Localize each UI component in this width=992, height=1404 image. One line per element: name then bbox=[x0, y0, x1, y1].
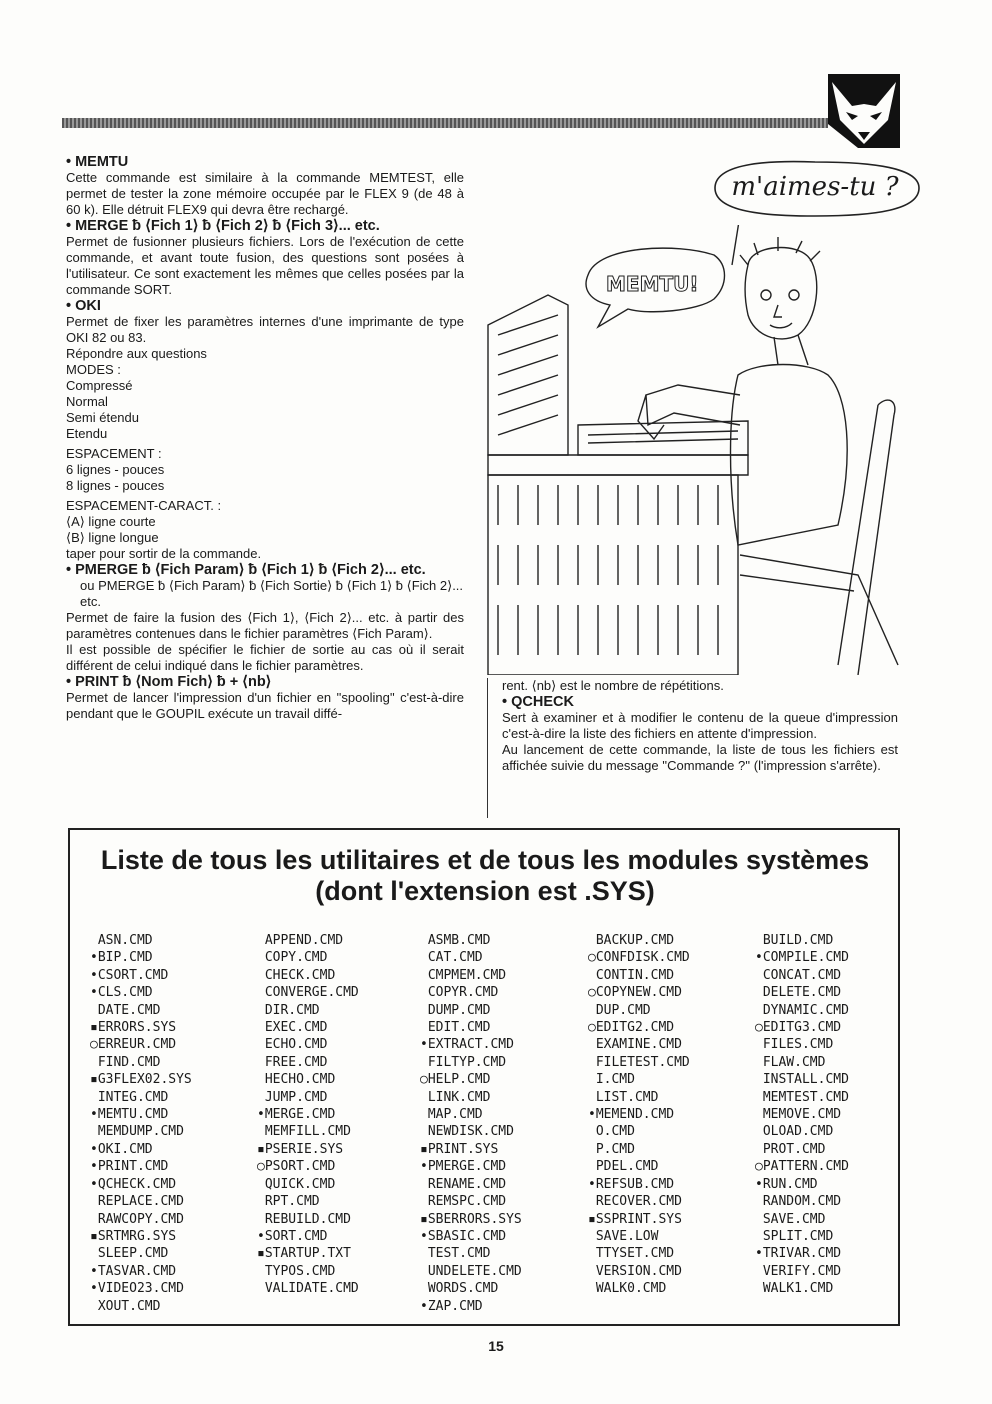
paragraph: 6 lignes - pouces bbox=[66, 462, 165, 477]
utility-entry: ○EDITG3.CMD bbox=[755, 1020, 842, 1036]
utility-entry: FILES.CMD bbox=[755, 1037, 834, 1053]
illustration bbox=[478, 225, 908, 675]
utility-entry: ○HELP.CMD bbox=[420, 1072, 491, 1088]
utility-entry: ○EDITG2.CMD bbox=[588, 1020, 675, 1036]
utility-entry: ○CONFDISK.CMD bbox=[588, 950, 690, 966]
utility-entry: DIR.CMD bbox=[257, 1002, 320, 1018]
utility-entry: DATE.CMD bbox=[90, 1002, 161, 1018]
utilities-title: Liste de tous les utilitaires et de tous les modules systèmes (dont l'extension est .SYS) bbox=[100, 845, 870, 906]
utility-entry: CMPMEM.CMD bbox=[420, 967, 507, 983]
utility-entry: •EXTRACT.CMD bbox=[420, 1037, 514, 1053]
utility-entry: CONVERGE.CMD bbox=[257, 985, 359, 1001]
utility-entry: DYNAMIC.CMD bbox=[755, 1002, 849, 1018]
utility-entry: •MERGE.CMD bbox=[257, 1107, 336, 1123]
utility-entry: PDEL.CMD bbox=[588, 1159, 659, 1175]
utilities-col-5 bbox=[755, 932, 849, 1298]
paragraph: Répondre aux questions bbox=[66, 346, 207, 361]
utilities-col-4 bbox=[588, 932, 690, 1298]
utility-entry: •TASVAR.CMD bbox=[90, 1263, 177, 1279]
utility-entry: PROT.CMD bbox=[755, 1141, 826, 1157]
utility-entry: COPY.CMD bbox=[257, 950, 328, 966]
paragraph: Semi étendu bbox=[66, 410, 139, 425]
utility-entry: MEMFILL.CMD bbox=[257, 1124, 351, 1140]
utility-entry: O.CMD bbox=[588, 1124, 635, 1140]
utility-entry: ○PSORT.CMD bbox=[257, 1159, 336, 1175]
utility-entry: MEMDUMP.CMD bbox=[90, 1124, 184, 1140]
paragraph: ⟨A⟩ ligne courte bbox=[66, 514, 156, 529]
utility-entry: MAP.CMD bbox=[420, 1107, 483, 1123]
utility-entry: ECHO.CMD bbox=[257, 1037, 328, 1053]
paragraph: taper pour sortir de la commande. bbox=[66, 546, 262, 561]
thought-bubble-text: m'aimes-tu ? bbox=[731, 172, 899, 202]
utility-entry: EXAMINE.CMD bbox=[588, 1037, 682, 1053]
utility-entry: QUICK.CMD bbox=[257, 1176, 336, 1192]
utility-entry: •PRINT.CMD bbox=[90, 1159, 169, 1175]
right-column bbox=[502, 678, 898, 774]
utility-entry: P.CMD bbox=[588, 1141, 635, 1157]
utility-entry: ▪STARTUP.TXT bbox=[257, 1246, 351, 1262]
command-heading: • OKI bbox=[66, 298, 101, 314]
command-heading: • MEMTU bbox=[66, 154, 129, 170]
utility-entry: MEMTEST.CMD bbox=[755, 1089, 849, 1105]
paragraph: Compressé bbox=[66, 378, 133, 393]
utility-entry: SAVE.CMD bbox=[755, 1211, 826, 1227]
utility-entry: COPYR.CMD bbox=[420, 985, 499, 1001]
utility-entry: WALK0.CMD bbox=[588, 1281, 667, 1297]
utility-entry: RANDOM.CMD bbox=[755, 1194, 842, 1210]
utility-entry: CONTIN.CMD bbox=[588, 967, 675, 983]
header-rule bbox=[62, 118, 832, 128]
utility-entry: •BIP.CMD bbox=[90, 950, 153, 966]
paragraph: Etendu bbox=[66, 426, 108, 441]
utility-entry: SAVE.LOW bbox=[588, 1228, 659, 1244]
utility-entry: •SBASIC.CMD bbox=[420, 1228, 507, 1244]
paragraph: Permet de lancer l'impression d'un fichier en ''spooling'' c'est-à-dire pendant que le GOUPIL exécute un travail diffé- bbox=[66, 690, 464, 721]
command-heading: • QCHECK bbox=[502, 694, 574, 710]
utility-entry: LINK.CMD bbox=[420, 1089, 491, 1105]
paragraph: ESPACEMENT : bbox=[66, 446, 162, 461]
utility-entry: •SORT.CMD bbox=[257, 1228, 328, 1244]
utility-entry: ○PATTERN.CMD bbox=[755, 1159, 849, 1175]
utility-entry: FREE.CMD bbox=[257, 1054, 328, 1070]
utility-entry: CAT.CMD bbox=[420, 950, 483, 966]
utility-entry: ○ERREUR.CMD bbox=[90, 1037, 177, 1053]
utility-entry: •PMERGE.CMD bbox=[420, 1159, 507, 1175]
utility-entry: CONCAT.CMD bbox=[755, 967, 842, 983]
utility-entry: •OKI.CMD bbox=[90, 1141, 153, 1157]
utility-entry: OLOAD.CMD bbox=[755, 1124, 834, 1140]
utility-entry: •CLS.CMD bbox=[90, 985, 153, 1001]
utility-entry: WORDS.CMD bbox=[420, 1281, 499, 1297]
utility-entry: RAWCOPY.CMD bbox=[90, 1211, 184, 1227]
utility-entry: •TRIVAR.CMD bbox=[755, 1246, 842, 1262]
utility-entry: ▪SSPRINT.SYS bbox=[588, 1211, 682, 1227]
utility-entry: ▪PSERIE.SYS bbox=[257, 1141, 344, 1157]
utility-entry: RECOVER.CMD bbox=[588, 1194, 682, 1210]
utility-entry: •MEMTU.CMD bbox=[90, 1107, 169, 1123]
utilities-col-3 bbox=[420, 932, 522, 1315]
utility-entry: DELETE.CMD bbox=[755, 985, 842, 1001]
utility-entry: INSTALL.CMD bbox=[755, 1072, 849, 1088]
utility-entry: •RUN.CMD bbox=[755, 1176, 818, 1192]
utility-entry: VERIFY.CMD bbox=[755, 1263, 842, 1279]
utility-entry: CHECK.CMD bbox=[257, 967, 336, 983]
utility-entry: FLAW.CMD bbox=[755, 1054, 826, 1070]
utility-entry: MEMOVE.CMD bbox=[755, 1107, 842, 1123]
utility-entry: •MEMEND.CMD bbox=[588, 1107, 675, 1123]
utility-entry: INTEG.CMD bbox=[90, 1089, 169, 1105]
utility-entry: ○COPYNEW.CMD bbox=[588, 985, 682, 1001]
paragraph: ESPACEMENT-CARACT. : bbox=[66, 498, 222, 513]
utility-entry: REBUILD.CMD bbox=[257, 1211, 351, 1227]
utility-entry: RPT.CMD bbox=[257, 1194, 320, 1210]
paragraph: Permet de faire la fusion des ⟨Fich 1⟩, ⟨Fich 2⟩... etc. à partir des paramètres contenues dans le fichier paramètres ⟨Fich Param⟩. bbox=[66, 610, 464, 641]
utility-entry: HECHO.CMD bbox=[257, 1072, 336, 1088]
utility-entry: JUMP.CMD bbox=[257, 1089, 328, 1105]
paragraph: Sert à examiner et à modifier le contenu de la queue d'impression c'est-à-dire la liste des fichiers en attente d'impression. bbox=[502, 710, 898, 741]
utility-entry: FILETEST.CMD bbox=[588, 1054, 690, 1070]
paragraph: 8 lignes - pouces bbox=[66, 478, 165, 493]
utility-entry: ▪SRTMRG.SYS bbox=[90, 1228, 177, 1244]
utility-entry: VERSION.CMD bbox=[588, 1263, 682, 1279]
utility-entry: VALIDATE.CMD bbox=[257, 1281, 359, 1297]
utility-entry: ASMB.CMD bbox=[420, 933, 491, 948]
utility-entry: REMSPC.CMD bbox=[420, 1194, 507, 1210]
paragraph: Permet de fixer les paramètres internes d'une imprimante de type OKI 82 ou 83. bbox=[66, 314, 464, 345]
utility-entry: ▪ERRORS.SYS bbox=[90, 1020, 177, 1036]
command-heading: • PMERGE ƀ ⟨Fich Param⟩ ƀ ⟨Fich 1⟩ ƀ ⟨Fich 2⟩... etc. bbox=[66, 562, 426, 578]
utility-entry: SLEEP.CMD bbox=[90, 1246, 169, 1262]
utility-entry: TTYSET.CMD bbox=[588, 1246, 675, 1262]
command-heading: • PRINT ƀ ⟨Nom Fich⟩ ƀ + ⟨nb⟩ bbox=[66, 674, 272, 690]
paragraph: ⟨B⟩ ligne longue bbox=[66, 530, 159, 545]
left-column bbox=[66, 154, 464, 722]
utility-entry: •VIDEO23.CMD bbox=[90, 1281, 184, 1297]
utility-entry: APPEND.CMD bbox=[257, 933, 344, 948]
utility-entry: BACKUP.CMD bbox=[588, 933, 675, 948]
utility-entry: •CSORT.CMD bbox=[90, 967, 169, 983]
paragraph: Normal bbox=[66, 394, 108, 409]
utility-entry: ▪G3FLEX02.SYS bbox=[90, 1072, 192, 1088]
speech-bubble-text: MEMTU! bbox=[606, 272, 699, 296]
utility-entry: TYPOS.CMD bbox=[257, 1263, 336, 1279]
paragraph: MODES : bbox=[66, 362, 121, 377]
utility-entry: REPLACE.CMD bbox=[90, 1194, 184, 1210]
utilities-col-2 bbox=[257, 932, 359, 1298]
utility-entry: I.CMD bbox=[588, 1072, 635, 1088]
utility-entry: DUMP.CMD bbox=[420, 1002, 491, 1018]
paragraph: Cette commande est similaire à la commande MEMTEST, elle permet de tester la zone mémoire occupée par le FLEX 9 (de 48 à 60 k). Elle détruit FLEX9 qui devra être rechargé. bbox=[66, 170, 464, 217]
utility-entry: RENAME.CMD bbox=[420, 1176, 507, 1192]
utility-entry: LIST.CMD bbox=[588, 1089, 659, 1105]
column-separator bbox=[487, 678, 488, 818]
utility-entry: EDIT.CMD bbox=[420, 1020, 491, 1036]
utility-entry: ▪PRINT.SYS bbox=[420, 1141, 499, 1157]
utility-entry: WALK1.CMD bbox=[755, 1281, 834, 1297]
utility-entry: DUP.CMD bbox=[588, 1002, 651, 1018]
utility-entry: TEST.CMD bbox=[420, 1246, 491, 1262]
utility-entry: BUILD.CMD bbox=[755, 933, 834, 948]
paragraph: ou PMERGE ƀ ⟨Fich Param⟩ ƀ ⟨Fich Sortie⟩ ƀ ⟨Fich 1⟩ ƀ ⟨Fich 2⟩... etc. bbox=[80, 578, 464, 609]
utility-entry: UNDELETE.CMD bbox=[420, 1263, 522, 1279]
command-heading: • MERGE ƀ ⟨Fich 1⟩ ƀ ⟨Fich 2⟩ ƀ ⟨Fich 3⟩... etc. bbox=[66, 218, 380, 234]
utility-entry: NEWDISK.CMD bbox=[420, 1124, 514, 1140]
utility-entry: •REFSUB.CMD bbox=[588, 1176, 675, 1192]
utility-entry: FIND.CMD bbox=[90, 1054, 161, 1070]
utilities-col-1 bbox=[90, 932, 192, 1315]
utility-entry: ASN.CMD bbox=[90, 933, 153, 948]
utility-entry: ▪SBERRORS.SYS bbox=[420, 1211, 522, 1227]
fox-logo bbox=[828, 74, 900, 148]
utility-entry: XOUT.CMD bbox=[90, 1298, 161, 1314]
page-number: 15 bbox=[488, 1338, 504, 1354]
utility-entry: FILTYP.CMD bbox=[420, 1054, 507, 1070]
utility-entry: EXEC.CMD bbox=[257, 1020, 328, 1036]
utility-entry: •ZAP.CMD bbox=[420, 1298, 483, 1314]
paragraph: rent. ⟨nb⟩ est le nombre de répétitions. bbox=[502, 678, 724, 693]
paragraph: Il est possible de spécifier le fichier de sortie au cas où il serait différent de celui indiqué dans le fichier paramètres. bbox=[66, 642, 464, 673]
utility-entry: •QCHECK.CMD bbox=[90, 1176, 177, 1192]
paragraph: Permet de fusionner plusieurs fichiers. Lors de l'exécution de cette commande, et avant toute fusion, des questions sont posées à l'utilisateur. Ce sont exactement les mêmes que celles posées par la commande SORT. bbox=[66, 234, 464, 297]
utility-entry: •COMPILE.CMD bbox=[755, 950, 849, 966]
paragraph: Au lancement de cette commande, la liste de tous les fichiers est affichée suivie du message ''Commande ?'' (l'impression s'arrête). bbox=[502, 742, 898, 773]
utility-entry: SPLIT.CMD bbox=[755, 1228, 834, 1244]
